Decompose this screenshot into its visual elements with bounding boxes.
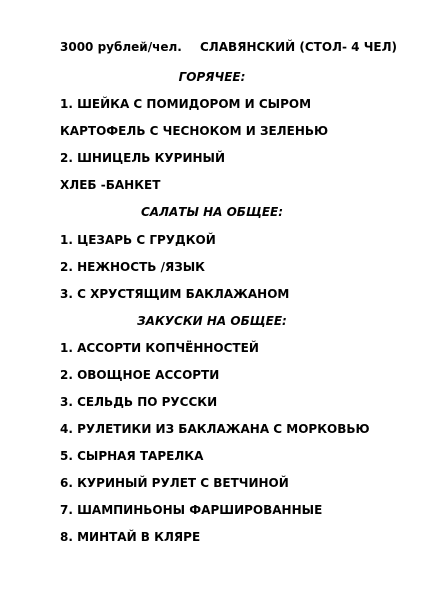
section-title-hot: ГОРЯЧЕЕ:	[178, 70, 246, 84]
section-title-salads: САЛАТЫ НА ОБЩЕЕ:	[140, 205, 284, 219]
menu-item: 8. МИНТАЙ В КЛЯРЕ	[60, 530, 201, 544]
menu-item: 7. ШАМПИНЬОНЫ ФАРШИРОВАННЫЕ	[60, 503, 323, 517]
menu-item: 1. ЦЕЗАРЬ С ГРУДКОЙ	[60, 233, 216, 247]
price-per-person: 3000 рублей/чел.	[60, 40, 182, 54]
menu-title: СЛАВЯНСКИЙ (СТОЛ- 4 ЧЕЛ)	[200, 40, 398, 54]
menu-item: ХЛЕБ -БАНКЕТ	[60, 178, 161, 192]
menu-item: 3. СЕЛЬДЬ ПО РУССКИ	[60, 395, 218, 409]
menu-item: 2. ШНИЦЕЛЬ КУРИНЫЙ	[60, 151, 226, 165]
menu-item: 2. ОВОЩНОЕ АССОРТИ	[60, 368, 220, 382]
menu-item: 1. АССОРТИ КОПЧЁННОСТЕЙ	[60, 341, 259, 355]
menu-item: 4. РУЛЕТИКИ ИЗ БАКЛАЖАНА С МОРКОВЬЮ	[60, 422, 370, 436]
menu-item: 2. НЕЖНОСТЬ /ЯЗЫК	[60, 260, 205, 274]
menu-item: 1. ШЕЙКА С ПОМИДОРОМ И СЫРОМ	[60, 97, 312, 111]
menu-header	[60, 36, 398, 58]
menu-item: 6. КУРИНЫЙ РУЛЕТ С ВЕТЧИНОЙ	[60, 476, 289, 490]
menu-item: 3. С ХРУСТЯЩИМ БАКЛАЖАНОМ	[60, 287, 290, 301]
menu-item: КАРТОФЕЛЬ С ЧЕСНОКОМ И ЗЕЛЕНЬЮ	[60, 124, 329, 138]
section-title-snacks: ЗАКУСКИ НА ОБЩЕЕ:	[137, 314, 287, 328]
menu-item: 5. СЫРНАЯ ТАРЕЛКА	[60, 449, 204, 463]
